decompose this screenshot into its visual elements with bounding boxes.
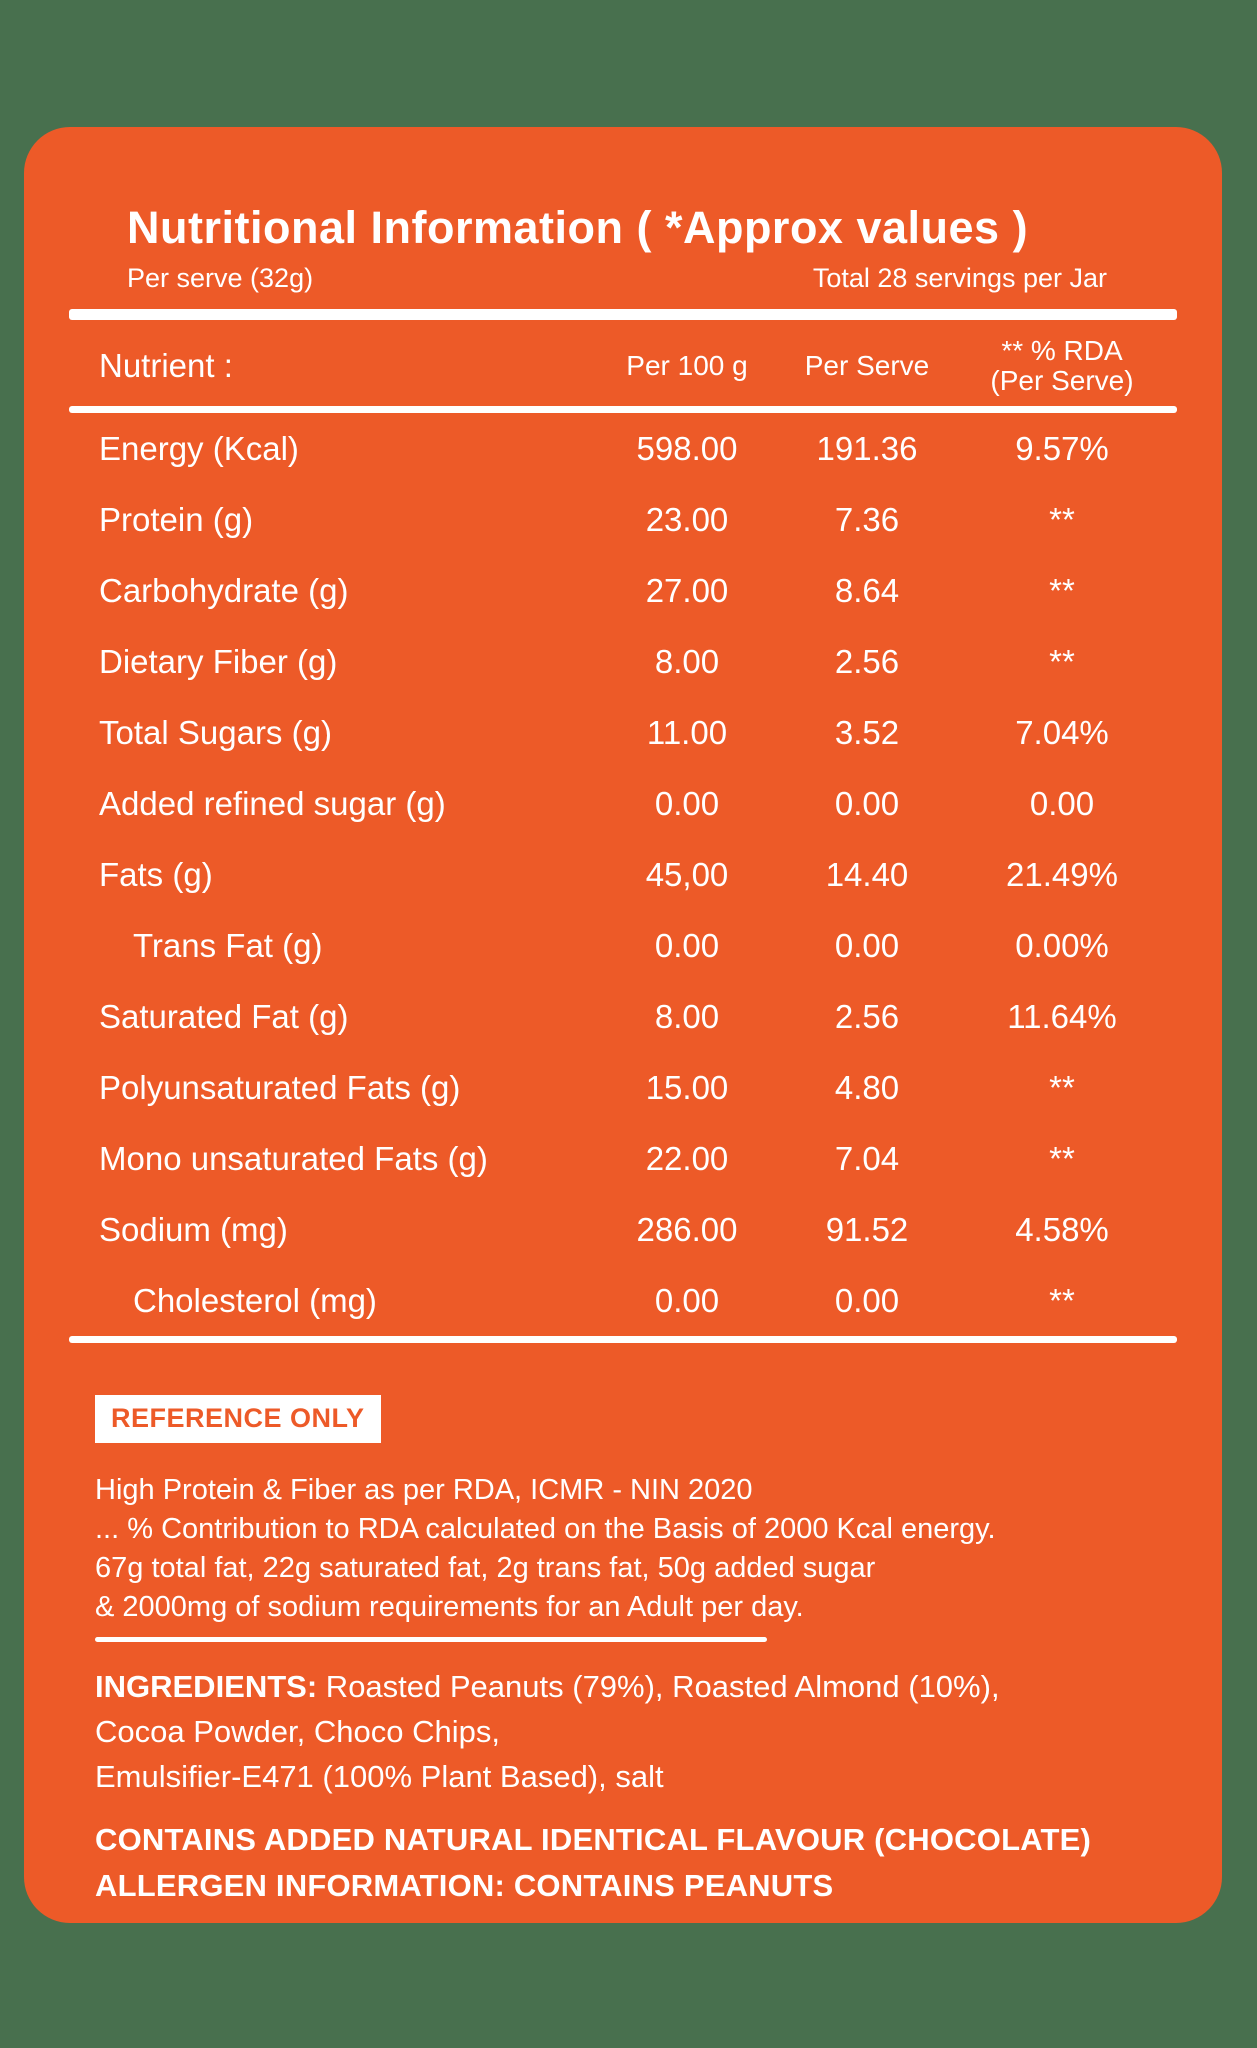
column-header-per-serve: Per Serve bbox=[804, 350, 930, 381]
per-serve-value: 7.04 bbox=[834, 1139, 900, 1177]
serving-size-text: Per serve (32g) bbox=[127, 263, 314, 293]
per-100g-value: 0.00 bbox=[654, 926, 720, 964]
reference-note-line: 67g total fat, 22g saturated fat, 2g trans fat, 50g added sugar bbox=[95, 1552, 876, 1584]
per-100g-value: 0.00 bbox=[654, 784, 720, 822]
table-row bbox=[69, 768, 1177, 839]
nutrient-name: Cholesterol (mg) bbox=[133, 1281, 377, 1319]
per-serve-value: 4.80 bbox=[834, 1068, 900, 1106]
per-100g-value: 22.00 bbox=[645, 1139, 729, 1177]
ingredients-label: INGREDIENTS: bbox=[95, 1669, 318, 1704]
reference-note-line: High Protein & Fiber as per RDA, ICMR - NIN 2020 bbox=[95, 1474, 753, 1506]
ingredients-line-1-text: Roasted Peanuts (79%), Roasted Almond (10%), bbox=[317, 1669, 1000, 1704]
per-serve-value: 0.00 bbox=[834, 926, 900, 964]
rda-value: 21.49% bbox=[1006, 855, 1118, 893]
table-row bbox=[69, 413, 1177, 484]
per-serve-value: 91.52 bbox=[825, 1210, 909, 1248]
per-100g-value: 23.00 bbox=[645, 500, 729, 538]
notes-divider bbox=[95, 1637, 767, 1642]
per-serve-value: 8.64 bbox=[834, 571, 900, 609]
nutrient-name: Mono unsaturated Fats (g) bbox=[99, 1139, 488, 1177]
column-header-per-100g: Per 100 g bbox=[626, 350, 748, 381]
rda-value: ** bbox=[1049, 500, 1075, 538]
ingredients-line-3: Emulsifier-E471 (100% Plant Based), salt bbox=[95, 1759, 664, 1794]
reference-only-badge: REFERENCE ONLY bbox=[95, 1395, 381, 1443]
nutrient-name: Fats (g) bbox=[99, 855, 213, 893]
reference-note-line: ... % Contribution to RDA calculated on the Basis of 2000 Kcal energy. bbox=[95, 1513, 996, 1545]
nutrient-name: Added refined sugar (g) bbox=[99, 784, 446, 822]
rda-value: 0.00% bbox=[1015, 926, 1109, 964]
rda-header-line1: ** % RDA bbox=[1001, 335, 1123, 366]
per-100g-value: 8.00 bbox=[654, 997, 720, 1035]
table-row bbox=[69, 484, 1177, 555]
page-title: Nutritional Information ( *Approx values ) bbox=[127, 202, 1029, 253]
per-100g-value: 8.00 bbox=[654, 642, 720, 680]
notes-section bbox=[69, 1395, 1177, 1909]
per-serve-value: 2.56 bbox=[834, 997, 900, 1035]
allergen-statement: ALLERGEN INFORMATION: CONTAINS PEANUTS bbox=[95, 1868, 834, 1903]
per-100g-value: 0.00 bbox=[654, 1281, 720, 1319]
nutrient-name: Trans Fat (g) bbox=[133, 926, 323, 964]
ingredients-section bbox=[95, 1664, 1177, 1799]
per-100g-value: 598.00 bbox=[636, 429, 738, 467]
per-serve-value: 14.40 bbox=[825, 855, 909, 893]
table-top-divider bbox=[69, 406, 1177, 413]
nutrient-name: Energy (Kcal) bbox=[99, 429, 299, 467]
nutrient-name: Saturated Fat (g) bbox=[99, 997, 349, 1035]
table-header-row bbox=[69, 320, 1177, 406]
table-row bbox=[69, 626, 1177, 697]
per-100g-value: 27.00 bbox=[645, 571, 729, 609]
nutrition-label-card bbox=[24, 127, 1222, 1923]
table-row bbox=[69, 910, 1177, 981]
nutrient-name: Carbohydrate (g) bbox=[99, 571, 349, 609]
per-100g-value: 15.00 bbox=[645, 1068, 729, 1106]
nutrient-name: Total Sugars (g) bbox=[99, 713, 332, 751]
flavour-statement: CONTAINS ADDED NATURAL IDENTICAL FLAVOUR (CHOCOLATE) bbox=[95, 1822, 1092, 1857]
header-divider bbox=[69, 309, 1177, 320]
label-header bbox=[69, 127, 1177, 295]
per-100g-value: 45,00 bbox=[645, 855, 729, 893]
declaration-section bbox=[95, 1817, 1177, 1909]
nutrient-name: Protein (g) bbox=[99, 500, 254, 538]
nutrient-name: Sodium (mg) bbox=[99, 1210, 288, 1248]
nutrient-table bbox=[69, 413, 1177, 1336]
table-row bbox=[69, 981, 1177, 1052]
rda-value: ** bbox=[1049, 571, 1075, 609]
rda-value: 11.64% bbox=[1007, 997, 1117, 1035]
rda-value: ** bbox=[1049, 1281, 1075, 1319]
table-row bbox=[69, 1194, 1177, 1265]
per-serve-value: 0.00 bbox=[834, 1281, 900, 1319]
serving-info-row bbox=[127, 261, 1107, 295]
reference-notes bbox=[95, 1471, 1177, 1627]
table-row bbox=[69, 1052, 1177, 1123]
table-bottom-divider bbox=[69, 1336, 1177, 1343]
per-serve-value: 2.56 bbox=[834, 642, 900, 680]
rda-value: 7.04% bbox=[1015, 713, 1109, 751]
rda-value: ** bbox=[1049, 1139, 1075, 1177]
per-serve-value: 7.36 bbox=[834, 500, 900, 538]
table-row bbox=[69, 839, 1177, 910]
ingredients-line-2: Cocoa Powder, Choco Chips, bbox=[95, 1714, 500, 1749]
rda-value: ** bbox=[1049, 642, 1075, 680]
column-header-nutrient: Nutrient : bbox=[99, 347, 233, 384]
per-serve-value: 0.00 bbox=[834, 784, 900, 822]
nutrient-name: Polyunsaturated Fats (g) bbox=[99, 1068, 461, 1106]
per-100g-value: 11.00 bbox=[646, 713, 728, 751]
rda-value: 9.57% bbox=[1015, 429, 1109, 467]
rda-value: 4.58% bbox=[1015, 1210, 1109, 1248]
table-row bbox=[69, 1265, 1177, 1336]
servings-per-jar-text: Total 28 servings per Jar bbox=[812, 263, 1107, 293]
per-serve-value: 191.36 bbox=[816, 429, 918, 467]
table-row bbox=[69, 697, 1177, 768]
nutrient-name: Dietary Fiber (g) bbox=[99, 642, 338, 680]
rda-value: ** bbox=[1049, 1068, 1075, 1106]
rda-value: 0.00 bbox=[1029, 784, 1095, 822]
table-row bbox=[69, 1123, 1177, 1194]
column-header-rda bbox=[947, 336, 1177, 396]
ingredients-line-1 bbox=[95, 1664, 1177, 1709]
per-serve-value: 3.52 bbox=[834, 713, 900, 751]
per-100g-value: 286.00 bbox=[636, 1210, 738, 1248]
rda-header-line2: (Per Serve) bbox=[990, 365, 1134, 396]
reference-note-line: & 2000mg of sodium requirements for an Adult per day. bbox=[95, 1591, 804, 1623]
table-row bbox=[69, 555, 1177, 626]
